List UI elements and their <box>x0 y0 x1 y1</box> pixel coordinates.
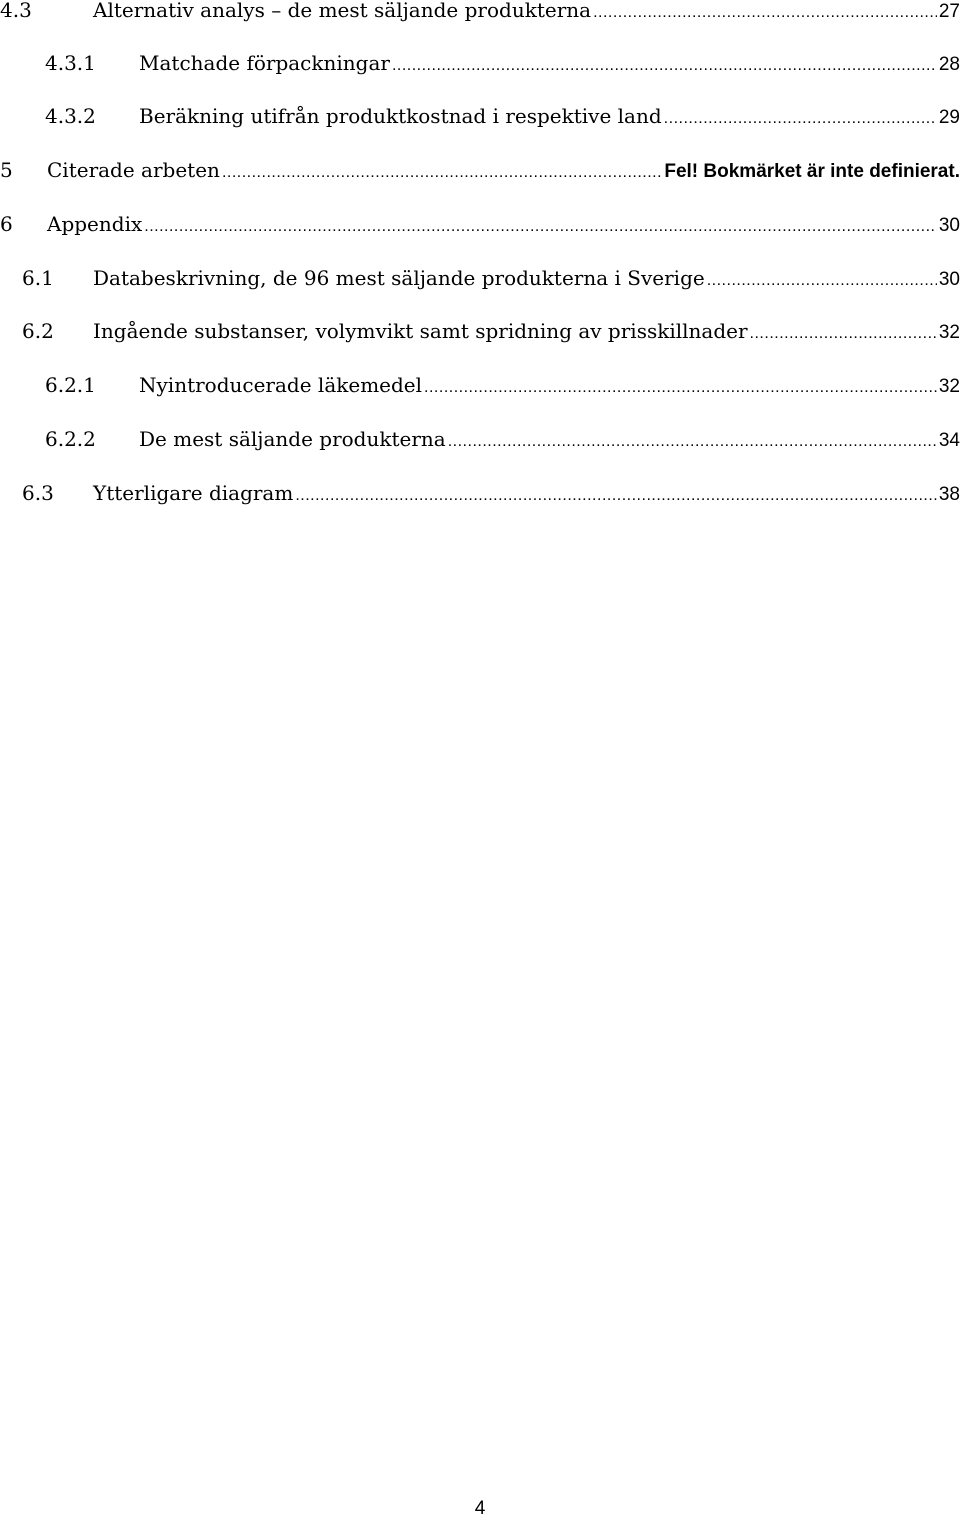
toc-entry-page: 27 <box>938 1 960 22</box>
toc-entry-number: 6.3 <box>22 481 54 505</box>
toc-entry-title: Beräkning utifrån produktkostnad i respektive land <box>139 104 662 128</box>
toc-entry-number: 6.2.1 <box>45 373 96 397</box>
toc-leader-dots <box>392 57 937 75</box>
toc-entry-number: 4.3.1 <box>45 51 96 75</box>
toc-leader-dots <box>707 272 937 290</box>
toc-entry-title: Ytterligare diagram <box>93 481 294 505</box>
toc-entry-number: 5 <box>0 158 13 182</box>
toc-entry-4-3[interactable] <box>0 0 960 28</box>
toc-entry-4-3-2[interactable] <box>45 104 960 134</box>
toc-entry-page: 28 <box>938 54 960 75</box>
toc-entry-number: 4.3 <box>0 0 32 22</box>
toc-entry-number: 6 <box>0 212 13 236</box>
toc-entry-page: 34 <box>938 430 960 451</box>
toc-entry-5[interactable] <box>0 158 960 188</box>
page-number: 4 <box>474 1498 486 1519</box>
toc-entry-6[interactable] <box>0 212 960 242</box>
toc-entry-6-2[interactable] <box>22 319 960 349</box>
toc-entry-page: 29 <box>938 107 960 128</box>
toc-leader-dots <box>144 218 937 236</box>
toc-entry-title: Databeskrivning, de 96 mest säljande produkterna i Sverige <box>93 266 705 290</box>
bookmark-error-text: Fel! Bokmärket är inte definierat. <box>664 161 960 182</box>
toc-entry-page: 30 <box>938 269 960 290</box>
toc-entry-title: Ingående substanser, volymvikt samt spridning av prisskillnader <box>93 319 748 343</box>
toc-entry-number: 6.2.2 <box>45 427 96 451</box>
toc-entry-title: Matchade förpackningar <box>139 51 390 75</box>
toc-entry-title: Nyintroducerade läkemedel <box>139 373 423 397</box>
toc-entry-number: 4.3.2 <box>45 104 96 128</box>
toc-entry-6-2-2[interactable] <box>45 427 960 457</box>
toc-entry-6-3[interactable] <box>22 481 960 511</box>
toc-entry-title: De mest säljande produkterna <box>139 427 446 451</box>
toc-entry-page: 32 <box>938 322 960 343</box>
toc-entry-6-1[interactable] <box>22 266 960 296</box>
toc-leader-dots <box>222 164 662 182</box>
toc-entry-6-2-1[interactable] <box>45 373 960 403</box>
toc-entry-title: Citerade arbeten <box>47 158 220 182</box>
toc-leader-dots <box>664 110 937 128</box>
toc-entry-title: Alternativ analys – de mest säljande produkterna <box>93 0 592 22</box>
toc-leader-dots <box>448 433 937 451</box>
toc-entry-title: Appendix <box>47 212 143 236</box>
toc-leader-dots <box>593 4 937 22</box>
toc-entry-number: 6.1 <box>22 266 54 290</box>
toc-entry-number: 6.2 <box>22 319 54 343</box>
toc-leader-dots <box>424 379 937 397</box>
toc-leader-dots <box>750 325 937 343</box>
toc-entry-page: 38 <box>938 484 960 505</box>
toc-entry-page: 32 <box>938 376 960 397</box>
toc-entry-4-3-1[interactable] <box>45 51 960 81</box>
toc-entry-page: 30 <box>938 215 960 236</box>
toc-leader-dots <box>295 487 937 505</box>
